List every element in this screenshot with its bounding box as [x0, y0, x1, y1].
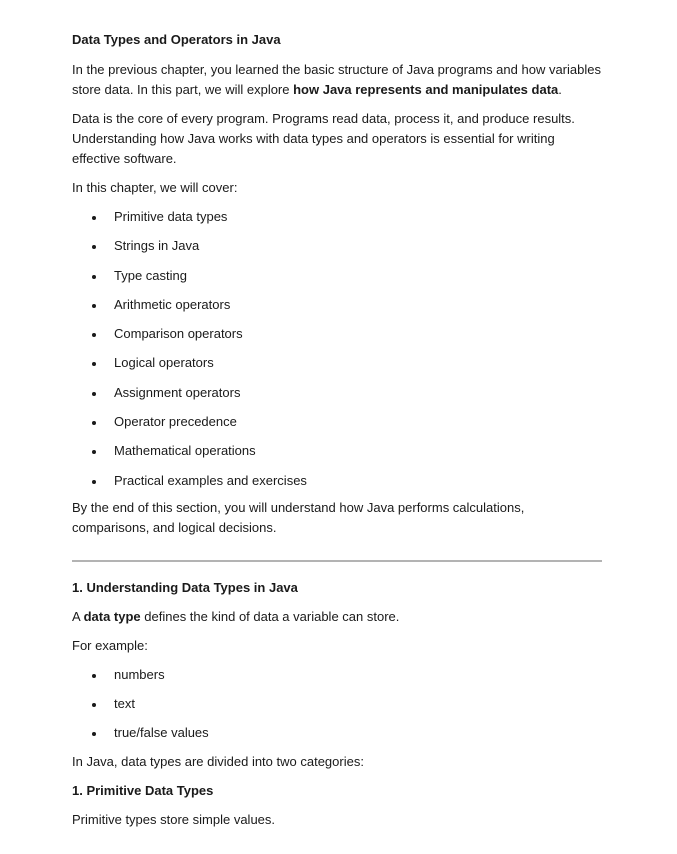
- bullet-icon: [92, 421, 96, 425]
- list-item: [72, 471, 602, 491]
- list-item-text: Logical operators: [114, 355, 214, 371]
- list-item: [72, 207, 602, 227]
- section-title: 1. Understanding Data Types in Java: [72, 579, 298, 595]
- bullet-icon: [92, 333, 96, 337]
- list-item: [72, 236, 602, 256]
- data-core-paragraph: Data is the core of every program. Programs read data, process it, and produce results. Understanding how Java works with data types and operators is essential for writing effective software.: [72, 111, 575, 166]
- definition-text-end: defines the kind of data a variable can store.: [140, 608, 400, 624]
- list-item: [72, 324, 602, 344]
- list-item-text: Practical examples and exercises: [114, 472, 307, 488]
- list-item: [72, 694, 602, 714]
- list-item-text: Mathematical operations: [114, 443, 256, 459]
- definition-text: A: [72, 608, 84, 624]
- intro-text-end: .: [558, 82, 562, 97]
- bullet-icon: [92, 392, 96, 396]
- example-label: For example:: [72, 637, 148, 653]
- data-type-definition: [72, 607, 602, 627]
- bullet-icon: [92, 674, 96, 678]
- subsection-title: 1. Primitive Data Types: [72, 783, 214, 799]
- list-item-text: true/false values: [114, 725, 209, 741]
- list-item-text: numbers: [114, 666, 165, 682]
- list-item-text: Assignment operators: [114, 384, 241, 400]
- intro-paragraph: [72, 60, 602, 100]
- list-item: [72, 383, 602, 403]
- list-item-text: text: [114, 695, 135, 711]
- list-item-text: Operator precedence: [114, 414, 237, 430]
- examples-list: [72, 665, 602, 744]
- bullet-icon: [92, 275, 96, 279]
- list-item: [72, 412, 602, 432]
- list-item-text: Type casting: [114, 267, 187, 283]
- bullet-icon: [92, 362, 96, 366]
- list-item: [72, 266, 602, 286]
- bullet-icon: [92, 216, 96, 220]
- categories-text: In Java, data types are divided into two categories:: [72, 754, 364, 770]
- primitive-description: Primitive types store simple values.: [72, 812, 276, 828]
- list-item-text: Comparison operators: [114, 326, 243, 342]
- definition-term: data type: [83, 608, 141, 624]
- summary-paragraph: By the end of this section, you will understand how Java performs calculations, comparisons, and logical decisions.: [72, 499, 525, 535]
- bullet-icon: [92, 703, 96, 707]
- list-item-text: Strings in Java: [114, 238, 200, 254]
- intro-bold-text: how Java represents and manipulates data: [293, 82, 559, 97]
- list-item: [72, 665, 602, 685]
- bullet-icon: [92, 245, 96, 249]
- document-page: [72, 30, 602, 830]
- bullet-icon: [92, 450, 96, 454]
- list-item: [72, 295, 602, 315]
- list-item-text: Primitive data types: [114, 209, 228, 224]
- cover-intro: In this chapter, we will cover:: [72, 180, 238, 195]
- list-item: [72, 723, 602, 743]
- intro-text: In the previous chapter, you learned the basic structure of Java programs and how variables store data. In this part, we will explore: [72, 62, 601, 97]
- chapter-title: Data Types and Operators in Java: [72, 32, 281, 47]
- bullet-icon: [92, 480, 96, 484]
- topics-list: [72, 207, 602, 491]
- list-item: [72, 353, 602, 373]
- list-item-text: Arithmetic operators: [114, 296, 231, 312]
- bullet-icon: [92, 304, 96, 308]
- bullet-icon: [92, 732, 96, 736]
- list-item: [72, 441, 602, 461]
